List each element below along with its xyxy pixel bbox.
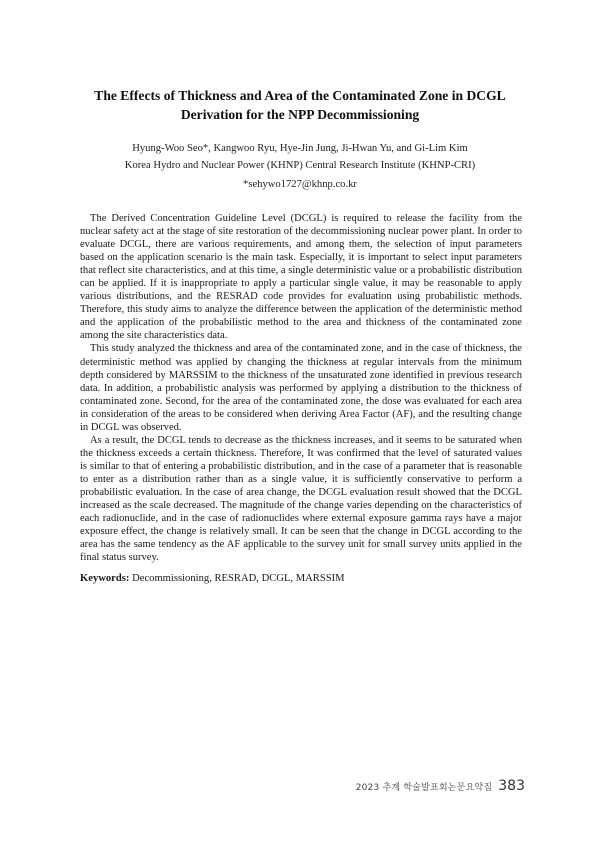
abstract-paragraph-2: This study analyzed the thickness and area of the contaminated zone, and in the case of thickness, the deterministic method was applied by changing the thickness at regular intervals from the minimum depth considered by MARSSIM to the thickness of the unsaturated zone identified in previous research data. In addition, a probabilistic analysis was performed by applying a distribution to the thickness of contaminated zone. Second, for the area of the contaminated zone, the dose was evaluated for each area in consideration of the areas to be considered when deriving Area Factor (AF), and the resulting change in DCGL was observed.	[80, 343, 522, 433]
corresponding-email: *sehywo1727@khnp.co.kr	[243, 179, 357, 190]
paper-title-line-1: The Effects of Thickness and Area of the Contaminated Zone in DCGL	[94, 88, 506, 103]
keywords-text: Decommissioning, RESRAD, DCGL, MARSSIM	[132, 573, 345, 584]
abstract-body	[80, 212, 522, 564]
affiliation: Korea Hydro and Nuclear Power (KHNP) Central Research Institute (KHNP-CRI)	[124, 160, 476, 171]
author-list: Hyung-Woo Seo*, Kangwoo Ryu, Hye-Jin Jung, Ji-Hwan Yu, and Gi-Lim Kim	[132, 143, 468, 154]
abstract-paragraph-1: The Derived Concentration Guideline Level (DCGL) is required to release the facility from the nuclear safety act at the stage of site restoration of the decommissioning nuclear power plant. In order to evaluate DCGL, there are various requirements, and among them, the selection of input parameters based on the application scenario is the main task. Especially, it is important to select input parameters that reflect site characteristics, and at this time, a single deterministic value or a probabilistic distribution can be applied. If it is inappropriate to apply a particular single value, it may be reasonable to apply various distributions, and the RESRAD code provides for evaluation using probabilistic methods. Therefore, this study aims to analyze the difference between the application of the deterministic method and the application of the probabilistic method to the area and thickness of the contaminated zone among the site characteristics data.	[80, 213, 522, 342]
keywords-label: Keywords:	[80, 573, 130, 584]
proceedings-label: 2023 추계 학술발표회논문요약집	[355, 783, 493, 793]
paper-title-line-2: Derivation for the NPP Decommissioning	[180, 107, 420, 122]
paper-title	[60, 86, 540, 124]
keywords	[80, 572, 522, 585]
page-number: 383	[498, 778, 525, 794]
abstract-paragraph-3: As a result, the DCGL tends to decrease as the thickness increases, and it seems to be saturated when the thickness exceeds a certain thickness. Therefore, It was confirmed that the level of saturated values is similar to that of entering a probabilistic distribution, and in the case of a parameter that is reasonable to enter as a distribution rather than as a single value, it is sufficiently conservative to perform a probabilistic evaluation. In the case of area change, the DCGL evaluation result showed that the DCGL increased as the scale decreased. The magnitude of the change varies depending on the characteristics of each radionuclide, and in the case of radionuclides where external exposure gamma rays have a major exposure effect, the change is relatively small. It can be seen that the change in DCGL according to the area has the same tendency as the AF applicable to the survey unit for small survey units applied in the final status survey.	[80, 434, 522, 564]
page-footer	[356, 778, 525, 794]
